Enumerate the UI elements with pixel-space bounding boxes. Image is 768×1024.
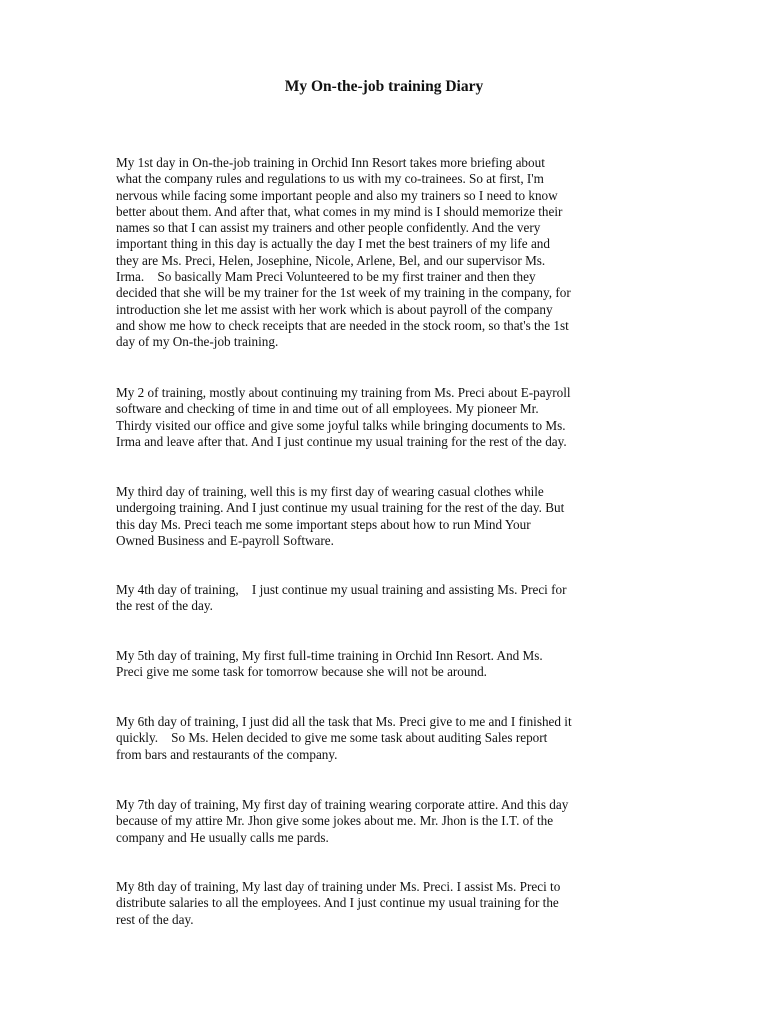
entry-line: they are Ms. Preci, Helen, Josephine, Nicole, Arlene, Bel, and our supervisor Ms. <box>116 252 546 268</box>
entry-line: important thing in this day is actually the day I met the best trainers of my life and <box>116 236 550 252</box>
entry-line: My 4th day of training, I just continue my usual training and assisting Ms. Preci for <box>116 582 567 597</box>
entry-line: this day Ms. Preci teach me some important steps about how to run Mind Your <box>116 516 531 532</box>
entry-line: what the company rules and regulations to us with my co-trainees. So at first, I'm <box>116 171 544 187</box>
diary-entry-day-7 <box>116 797 656 846</box>
entry-line: My 5th day of training, My first full-time training in Orchid Inn Resort. And Ms. <box>116 648 543 663</box>
entry-line: and show me how to check receipts that are needed in the stock room, so that's the 1st <box>116 317 569 333</box>
entry-line: My 2 of training, mostly about continuing my training from Ms. Preci about E-payroll <box>116 385 571 400</box>
entry-line: My third day of training, well this is my first day of wearing casual clothes while <box>116 484 544 499</box>
entry-line: My 1st day in On-the-job training in Orchid Inn Resort takes more briefing about <box>116 155 545 170</box>
entry-line: My 7th day of training, My first day of training wearing corporate attire. And this day <box>116 797 569 812</box>
entry-line: from bars and restaurants of the company. <box>116 746 338 762</box>
diary-entry-day-5 <box>116 648 656 681</box>
entry-line: nervous while facing some important people and also my trainers so I need to know <box>116 187 558 203</box>
entry-line: decided that she will be my trainer for the 1st week of my training in the company, for <box>116 285 571 301</box>
entry-line: software and checking of time in and time out of all employees. My pioneer Mr. <box>116 401 539 417</box>
entry-line: the rest of the day. <box>116 598 213 614</box>
document-title: My On-the-job training Diary <box>284 78 484 95</box>
entry-line: names so that I can assist my trainers and other people confidently. And the very <box>116 220 541 236</box>
entry-line: distribute salaries to all the employees. And I just continue my usual training for the <box>116 895 559 911</box>
entry-line: quickly. So Ms. Helen decided to give me some task about auditing Sales report <box>116 730 548 746</box>
entry-line: Owned Business and E-payroll Software. <box>116 532 334 548</box>
entry-line: introduction she let me assist with her work which is about payroll of the company <box>116 301 553 317</box>
entry-line: day of my On-the-job training. <box>116 334 279 350</box>
diary-entry-day-4 <box>116 582 656 615</box>
entry-line: Thirdy visited our office and give some joyful talks while bringing documents to Ms. <box>116 417 566 433</box>
entry-line: better about them. And after that, what comes in my mind is I should memorize their <box>116 203 563 219</box>
diary-entry-day-6 <box>116 714 656 763</box>
entry-line: Irma and leave after that. And I just continue my usual training for the rest of the day. <box>116 433 567 449</box>
entry-line: Preci give me some task for tomorrow because she will not be around. <box>116 664 487 680</box>
entry-line: company and He usually calls me pards. <box>116 829 329 845</box>
entry-line: because of my attire Mr. Jhon give some jokes about me. Mr. Jhon is the I.T. of the <box>116 813 554 829</box>
entry-line: Irma. So basically Mam Preci Volunteered to be my first trainer and then they <box>116 269 536 285</box>
diary-entry-day-8 <box>116 879 656 928</box>
entry-line: rest of the day. <box>116 911 194 927</box>
entry-line: undergoing training. And I just continue my usual training for the rest of the day. But <box>116 500 565 516</box>
diary-entry-day-2 <box>116 385 656 450</box>
entry-line: My 6th day of training, I just did all the task that Ms. Preci give to me and I finished it <box>116 714 572 729</box>
diary-entry-day-3 <box>116 484 656 549</box>
entry-line: My 8th day of training, My last day of training under Ms. Preci. I assist Ms. Preci to <box>116 879 561 894</box>
diary-entry-day-1 <box>116 155 656 351</box>
